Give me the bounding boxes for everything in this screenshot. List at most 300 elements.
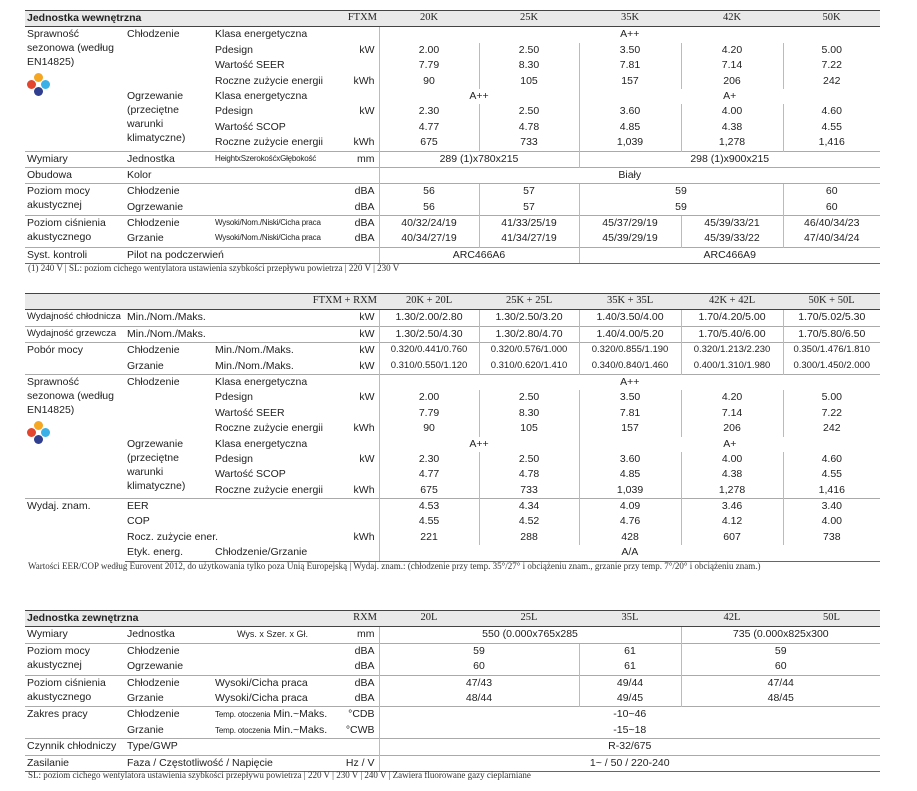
cell: Temp. otoczenia Min.~Maks. xyxy=(215,723,328,736)
cell: 1.70/5.40/6.00 xyxy=(681,326,783,342)
cell: Klasa energetyczna xyxy=(215,28,308,41)
cell: 3.46 xyxy=(681,499,783,515)
cell: 4.00 xyxy=(681,452,783,467)
row-sub: Chłodzenie xyxy=(125,675,213,691)
header-col: 25K + 25L xyxy=(479,294,579,310)
cell: 4.55 xyxy=(783,467,880,482)
row-sub: Chłodzenie xyxy=(125,707,213,723)
cell: 4.60 xyxy=(783,452,880,467)
cell: 1,278 xyxy=(681,135,783,151)
cell: 2.00 xyxy=(379,390,479,405)
table-row xyxy=(25,27,880,43)
cell: 735 (0.000x825x300 xyxy=(681,627,880,643)
unit: kWh xyxy=(353,483,375,496)
row-label: Wydaj. znam. xyxy=(25,499,125,562)
row-label: Czynnik chłodniczy xyxy=(25,739,125,755)
cell: 4.60 xyxy=(783,104,880,119)
cell: 4.77 xyxy=(379,467,479,482)
cell: Wysoki/Nom./Niski/Cicha praca xyxy=(215,233,321,243)
cell: 40/34/27/19 xyxy=(379,231,479,247)
cell: 0.320/0.576/1.000 xyxy=(479,343,579,359)
row-sub: Grzanie xyxy=(127,723,164,736)
cell: 206 xyxy=(681,421,783,436)
table-header xyxy=(25,294,880,310)
cell: 48/45 xyxy=(681,691,880,707)
cell: 2.50 xyxy=(479,390,579,405)
table-row xyxy=(25,499,880,515)
cell: 2.30 xyxy=(379,104,479,119)
cell: Roczne zużycie energii xyxy=(215,422,323,435)
cell: 1.70/5.80/6.50 xyxy=(783,326,880,342)
cell: 1.30/2.50/3.20 xyxy=(479,310,579,326)
cell: -10~46 xyxy=(379,707,880,723)
cell: 47/44 xyxy=(681,675,880,691)
cell: 41/34/27/19 xyxy=(479,231,579,247)
cell: Wartość SCOP xyxy=(215,468,286,481)
row-sub: Grzanie xyxy=(127,691,164,704)
cell: Klasa energetyczna xyxy=(213,374,379,390)
cell: Roczne zużycie energii xyxy=(215,483,323,496)
cell: Klasa energetyczna xyxy=(215,89,308,102)
cell: Wartość SCOP xyxy=(215,120,286,133)
unit: °CWB xyxy=(345,723,375,736)
cell: 2.00 xyxy=(379,43,479,58)
cell: 3.50 xyxy=(579,390,681,405)
cell: Wartość SEER xyxy=(215,406,285,419)
cell: 61 xyxy=(579,659,681,675)
cell: Biały xyxy=(379,167,880,183)
cell: 4.85 xyxy=(579,120,681,135)
table-row xyxy=(25,247,880,263)
cell: 4.38 xyxy=(681,120,783,135)
footnote: Wartości EER/COP według Eurovent 2012, do użytkowania tylko poza Unią Europejską | Wydaj. znam.: (chłodzenie przy temp. 35°/27° i obciążeniu znam., grzanie przy temp. 7°/20° i obciążeniu znam.) xyxy=(28,561,761,571)
cell: 59 xyxy=(579,200,783,216)
header-col: 20K + 20L xyxy=(379,294,479,310)
cell: 3.60 xyxy=(579,104,681,119)
cell: 4.78 xyxy=(479,120,579,135)
cell: 4.78 xyxy=(479,467,579,482)
cell: 550 (0.000x765x285 xyxy=(379,627,681,643)
cell: 56 xyxy=(379,184,479,200)
cell: 1,416 xyxy=(783,483,880,499)
cell: 60 xyxy=(783,200,880,216)
cell: 1.30/2.00/2.80 xyxy=(379,310,479,326)
row-sub: EER xyxy=(125,499,379,515)
cell: 45/39/33/21 xyxy=(681,216,783,232)
table-row xyxy=(25,691,880,707)
cell: ARC466A6 xyxy=(379,247,579,263)
cell: 1.30/2.80/4.70 xyxy=(479,326,579,342)
cell: 1.70/4.20/5.00 xyxy=(681,310,783,326)
cell: 2.50 xyxy=(479,43,579,58)
row-sub: Grzanie xyxy=(127,232,164,245)
table-row xyxy=(25,659,880,675)
table-header xyxy=(25,611,880,627)
row-sub: Type/GWP xyxy=(125,739,379,755)
cell: Wysoki/Cicha praca xyxy=(215,691,308,704)
unit: dBA xyxy=(343,216,379,232)
unit: kWh xyxy=(353,74,375,87)
cell: Min./Nom./Maks. xyxy=(127,311,206,324)
table-row xyxy=(25,151,880,167)
table-row xyxy=(25,739,880,755)
row-label: Obudowa xyxy=(25,167,125,183)
cell: 4.55 xyxy=(783,120,880,135)
cell: 1,039 xyxy=(579,483,681,499)
row-sub: Etyk. energ. xyxy=(125,545,213,561)
row-label: Wymiary xyxy=(27,628,68,641)
cell: 61 xyxy=(579,643,681,659)
cell: Roczne zużycie energii xyxy=(215,74,323,87)
header-col: 35L xyxy=(579,611,681,627)
cell: Wysoki/Nom./Niski/Cicha praca xyxy=(213,216,343,232)
row-label: Wydajność grzewcza xyxy=(25,326,125,342)
header-model: FTXM xyxy=(213,11,379,27)
cell: Pdesign xyxy=(215,391,253,404)
row-sub: Grzanie xyxy=(127,359,164,372)
unit: kW xyxy=(343,326,379,342)
row-sub: Chłodzenie xyxy=(125,643,343,659)
header-label: Jednostka wewnętrzna xyxy=(25,11,213,27)
row-label: Wymiary xyxy=(25,151,125,167)
row-sub: Ogrzewanie xyxy=(127,660,184,673)
unit: kW xyxy=(359,359,375,372)
cell: A++ xyxy=(379,374,880,390)
cell: 1.40/3.50/4.00 xyxy=(579,310,681,326)
row-label: Sprawność sezonowa (według EN14825) xyxy=(25,27,125,151)
cell: 4.52 xyxy=(479,514,579,529)
cell: 7.79 xyxy=(379,406,479,421)
cell: 7.22 xyxy=(783,406,880,421)
table-row xyxy=(25,437,880,452)
cell: 90 xyxy=(379,421,479,436)
cell: 56 xyxy=(379,200,479,216)
footnote: (1) 240 V | SL: poziom cichego wentylatora ustawienia szybkości przepływu powietrza | 220 V | 230 V xyxy=(28,263,400,273)
cell: A++ xyxy=(379,27,880,43)
cell: 4.20 xyxy=(681,390,783,405)
header-col: 42K + 42L xyxy=(681,294,783,310)
cell: 1,278 xyxy=(681,483,783,499)
cell: 8.30 xyxy=(479,58,579,73)
row-sub: Faza / Częstotliwość / Napięcie xyxy=(125,755,343,771)
cell: 3.40 xyxy=(783,499,880,515)
cell: 242 xyxy=(783,74,880,89)
cell: 733 xyxy=(479,135,579,151)
cell: 675 xyxy=(379,135,479,151)
table-row xyxy=(25,184,880,200)
header-col: 42L xyxy=(681,611,783,627)
table-row xyxy=(25,627,880,643)
cell: 49/45 xyxy=(579,691,681,707)
unit: kW xyxy=(343,343,379,359)
row-sub: Ogrzewanie xyxy=(127,200,184,213)
cell: 5.00 xyxy=(783,390,880,405)
unit: kW xyxy=(359,105,375,118)
row-sub: Kolor xyxy=(125,167,379,183)
header-col: 50L xyxy=(783,611,880,627)
header-col: 20K xyxy=(379,11,479,27)
row-label: Poziom ciśnienia akustycznego xyxy=(25,216,125,248)
table-row xyxy=(25,310,880,326)
cell: 1,039 xyxy=(579,135,681,151)
table-row xyxy=(25,326,880,342)
cell: 57 xyxy=(479,184,579,200)
table-row xyxy=(25,374,880,390)
cell: Pdesign xyxy=(215,105,253,118)
cell: Min./Nom./Maks. xyxy=(213,343,343,359)
row-label: Syst. kontroli xyxy=(25,247,125,263)
row-label: Zakres pracy xyxy=(25,707,125,739)
row-sub: Chłodzenie xyxy=(127,28,180,41)
cell: 46/40/34/23 xyxy=(783,216,880,232)
cell: ARC466A9 xyxy=(579,247,880,263)
cell: Min./Nom./Maks. xyxy=(215,359,294,372)
unit: kW xyxy=(359,43,375,56)
unit: kW xyxy=(359,452,375,465)
cell: 733 xyxy=(479,483,579,499)
cell: 57 xyxy=(479,200,579,216)
cell: Wartość SEER xyxy=(215,59,285,72)
cell: Wys. x Szer. x Gł. xyxy=(237,629,308,640)
cell: A/A xyxy=(379,545,880,561)
cell: 242 xyxy=(783,421,880,436)
header-col: 25L xyxy=(479,611,579,627)
cell: 0.320/0.855/1.190 xyxy=(579,343,681,359)
cell: 0.320/0.441/0.760 xyxy=(379,343,479,359)
unit: mm xyxy=(343,151,379,167)
cell: 47/40/34/24 xyxy=(783,231,880,247)
cell: 288 xyxy=(479,530,579,545)
row-sub: Pilot na podczerwień xyxy=(125,247,379,263)
cell: 0.350/1.476/1.810 xyxy=(783,343,880,359)
cell: 2.30 xyxy=(379,452,479,467)
row-sub: Chłodzenie xyxy=(125,184,343,200)
header-col: 20L xyxy=(379,611,479,627)
table-row xyxy=(25,755,880,771)
cell: 4.85 xyxy=(579,467,681,482)
cell: 0.340/0.840/1.460 xyxy=(579,359,681,375)
header-col: 35K xyxy=(579,11,681,27)
row-label: Zasilanie xyxy=(25,755,125,771)
header-label: Jednostka zewnętrzna xyxy=(25,611,213,627)
cell: 90 xyxy=(379,74,479,89)
cell: 0.400/1.310/1.980 xyxy=(681,359,783,375)
cell: Pdesign xyxy=(215,452,253,465)
footnote: SL: poziom cichego wentylatora ustawienia szybkości przepływu powietrza | 220 V | 230 V | 240 V | Zawiera fluorowane gazy cieplarniane xyxy=(28,770,531,780)
sets-table xyxy=(25,293,880,562)
cell: A+ xyxy=(579,89,880,104)
cell: A++ xyxy=(379,437,579,452)
cell: Chłodzenie/Grzanie xyxy=(213,545,379,561)
table-row xyxy=(25,167,880,183)
row-sub: Ogrzewanie (przeciętne warunki klimatyczne) xyxy=(127,437,186,492)
table-row xyxy=(25,545,880,561)
cell: 45/39/33/22 xyxy=(681,231,783,247)
cell: 49/44 xyxy=(579,675,681,691)
header-model: FTXM + RXM xyxy=(25,294,379,310)
cell: 1,416 xyxy=(783,135,880,151)
cell: 1.40/4.00/5.20 xyxy=(579,326,681,342)
cell: 105 xyxy=(479,421,579,436)
table-row xyxy=(25,343,880,359)
cell: 40/32/24/19 xyxy=(379,216,479,232)
cell: 41/33/25/19 xyxy=(479,216,579,232)
cell: 59 xyxy=(579,184,783,200)
cell: 5.00 xyxy=(783,43,880,58)
cell: 4.76 xyxy=(579,514,681,529)
table-row xyxy=(25,530,880,545)
header-col: 25K xyxy=(479,11,579,27)
cell: 4.34 xyxy=(479,499,579,515)
row-label: Sprawność sezonowa (według EN14825) xyxy=(25,374,125,498)
unit: dBA xyxy=(354,232,375,245)
cell: 48/44 xyxy=(379,691,579,707)
cell: 0.310/0.550/1.120 xyxy=(379,359,479,375)
cell: 4.09 xyxy=(579,499,681,515)
cell: 1~ / 50 / 220-240 xyxy=(379,755,880,771)
cell: 4.00 xyxy=(783,514,880,529)
cell: 59 xyxy=(681,643,880,659)
cell: 0.310/0.620/1.410 xyxy=(479,359,579,375)
cell: -15~18 xyxy=(379,723,880,739)
row-sub: Chłodzenie xyxy=(125,374,213,436)
table-row xyxy=(25,707,880,723)
cell: A+ xyxy=(579,437,880,452)
table-row xyxy=(25,231,880,247)
table-row xyxy=(25,514,880,529)
header-col: 50K + 50L xyxy=(783,294,880,310)
table-row xyxy=(25,200,880,216)
table-row xyxy=(25,216,880,232)
row-sub: Ogrzewanie (przeciętne warunki klimatyczne) xyxy=(127,89,186,144)
cell: 1.30/2.50/4.30 xyxy=(379,326,479,342)
cell: 7.81 xyxy=(579,58,681,73)
row-sub: Chłodzenie xyxy=(125,216,213,232)
cell: 7.81 xyxy=(579,406,681,421)
row-label: Pobór mocy xyxy=(25,343,125,375)
header-col: 50K xyxy=(783,11,880,27)
cell: 4.38 xyxy=(681,467,783,482)
row-sub: Chłodzenie xyxy=(125,343,213,359)
table-row xyxy=(25,359,880,375)
cell: 607 xyxy=(681,530,783,545)
cell: 4.12 xyxy=(681,514,783,529)
cell: 4.55 xyxy=(379,514,479,529)
row-label: Poziom ciśnienia akustycznego xyxy=(25,675,125,707)
row-sub: COP xyxy=(127,515,150,528)
cell: 3.50 xyxy=(579,43,681,58)
unit: kWh xyxy=(353,136,375,149)
cell: 157 xyxy=(579,421,681,436)
table-row xyxy=(25,675,880,691)
cell: 4.00 xyxy=(681,104,783,119)
cell: 1.70/5.02/5.30 xyxy=(783,310,880,326)
cell: Temp. otoczenia Min.~Maks. xyxy=(213,707,343,723)
cell: Klasa energetyczna xyxy=(215,437,308,450)
cell: A++ xyxy=(379,89,579,104)
cell: 675 xyxy=(379,483,479,499)
unit: dBA xyxy=(354,200,375,213)
header-col: 35K + 35L xyxy=(579,294,681,310)
cell: 738 xyxy=(783,530,880,545)
unit: dBA xyxy=(343,675,379,691)
cell: 60 xyxy=(783,184,880,200)
cell: R-32/675 xyxy=(379,739,880,755)
unit: kW xyxy=(359,391,375,404)
cell: Wysoki/Cicha praca xyxy=(213,675,343,691)
cell: 45/37/29/19 xyxy=(579,216,681,232)
cell: 289 (1)x780x215 xyxy=(379,151,579,167)
cell: 4.20 xyxy=(681,43,783,58)
unit: dBA xyxy=(354,660,375,673)
cell: 157 xyxy=(579,74,681,89)
unit: mm xyxy=(357,628,375,641)
table-row xyxy=(25,643,880,659)
cell: 45/39/29/19 xyxy=(579,231,681,247)
cell: 0.300/1.450/2.000 xyxy=(783,359,880,375)
unit: kW xyxy=(359,311,375,324)
unit: Hz / V xyxy=(343,755,379,771)
cell: HeightxSzerokośćxGłębokość xyxy=(213,151,343,167)
cell: 105 xyxy=(479,74,579,89)
four-seasons-icon xyxy=(27,73,49,95)
row-label: Poziom mocy akustycznej xyxy=(25,184,125,216)
table-row xyxy=(25,723,880,739)
outdoor-unit-table xyxy=(25,610,880,772)
cell: 298 (1)x900x215 xyxy=(579,151,880,167)
table-header xyxy=(25,11,880,27)
cell: 3.60 xyxy=(579,452,681,467)
cell: 59 xyxy=(379,643,579,659)
cell: 7.14 xyxy=(681,406,783,421)
row-sub: Rocz. zużycie ener. xyxy=(127,530,219,543)
cell: 2.50 xyxy=(479,104,579,119)
cell: Roczne zużycie energii xyxy=(215,136,323,149)
unit: °CDB xyxy=(343,707,379,723)
cell: 0.320/1.213/2.230 xyxy=(681,343,783,359)
cell: 221 xyxy=(379,530,479,545)
cell: 60 xyxy=(681,659,880,675)
cell: 428 xyxy=(579,530,681,545)
cell: 60 xyxy=(379,659,579,675)
cell: 2.50 xyxy=(479,452,579,467)
cell: 4.77 xyxy=(379,120,479,135)
unit: kWh xyxy=(353,530,375,543)
indoor-unit-table xyxy=(25,10,880,264)
cell: Pdesign xyxy=(215,43,253,56)
table-row xyxy=(25,89,880,104)
unit: kWh xyxy=(353,422,375,435)
header-col: 42K xyxy=(681,11,783,27)
row-sub: Jednostka xyxy=(127,628,175,641)
cell: 7.79 xyxy=(379,58,479,73)
cell: Min./Nom./Maks. xyxy=(125,326,343,342)
row-sub: Jednostka xyxy=(125,151,213,167)
cell: 8.30 xyxy=(479,406,579,421)
unit: dBA xyxy=(354,691,375,704)
row-label: Wydajność chłodnicza xyxy=(27,311,121,323)
unit: dBA xyxy=(343,184,379,200)
cell: 47/43 xyxy=(379,675,579,691)
unit: dBA xyxy=(343,643,379,659)
header-model: RXM xyxy=(213,611,379,627)
cell: 7.22 xyxy=(783,58,880,73)
four-seasons-icon xyxy=(27,421,49,443)
cell: 4.53 xyxy=(379,499,479,515)
cell: 206 xyxy=(681,74,783,89)
row-label: Poziom mocy akustycznej xyxy=(25,643,125,675)
cell: 7.14 xyxy=(681,58,783,73)
